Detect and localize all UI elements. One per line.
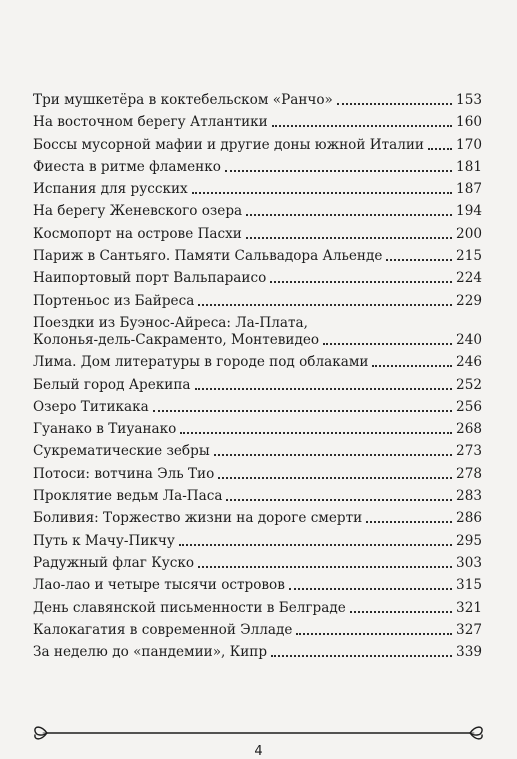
toc-entry xyxy=(33,377,482,394)
toc-entry xyxy=(33,421,482,438)
toc-entry xyxy=(33,181,482,198)
toc-entry-page: 286 xyxy=(456,510,482,527)
toc-entry-page: 327 xyxy=(456,621,482,638)
toc-entry-title-line: Колонья-дель-Сакраменто, Монтевидео xyxy=(33,331,320,348)
toc-entry-title: Проклятие ведьм Ла-Паса xyxy=(33,488,223,505)
toc-entry-title: Потоси: вотчина Эль Тио xyxy=(33,465,215,482)
toc-entry-title: Портеньос из Байреса xyxy=(33,292,195,309)
toc-entry-title: Боливия: Торжество жизни на дороге смерти xyxy=(33,510,363,527)
toc-entry-title: За неделю до «пандемии», Кипр xyxy=(33,644,268,661)
toc-entry xyxy=(33,293,482,310)
toc-entry-title: На восточном берегу Атлантики xyxy=(33,114,268,131)
dot-leader xyxy=(198,304,452,306)
dot-leader xyxy=(153,410,452,412)
table-of-contents xyxy=(33,92,482,666)
dot-leader xyxy=(323,343,452,345)
dot-leader xyxy=(246,214,452,216)
toc-entry xyxy=(33,600,482,617)
toc-entry xyxy=(33,137,482,154)
toc-entry-title: Озеро Титикака xyxy=(33,398,149,415)
toc-entry-title: Три мушкетёра в коктебельском «Ранчо» xyxy=(33,92,333,108)
toc-entry xyxy=(33,510,482,527)
toc-entry-page: 229 xyxy=(456,292,482,309)
toc-entry-title: Гуанако в Тиуанако xyxy=(33,421,177,438)
toc-entry xyxy=(33,203,482,220)
toc-entry-title: Белый город Арекипа xyxy=(33,376,191,393)
dot-leader xyxy=(214,454,452,456)
toc-entry-title: Лао-лао и четыре тысячи островов xyxy=(33,577,285,594)
dot-leader xyxy=(366,521,452,523)
toc-entry-title: Сукрематические зебры xyxy=(33,443,210,460)
toc-entry-page: 181 xyxy=(456,158,482,175)
toc-entry xyxy=(33,226,482,243)
toc-entry-page: 160 xyxy=(456,114,482,131)
toc-entry xyxy=(33,555,482,572)
toc-entry-page: 256 xyxy=(456,398,482,415)
toc-entry xyxy=(33,577,482,594)
toc-entry-page: 321 xyxy=(456,599,482,616)
toc-entry xyxy=(33,622,482,639)
toc-entry xyxy=(33,466,482,483)
dot-leader xyxy=(350,611,452,613)
toc-entry-page: 252 xyxy=(456,376,482,393)
toc-entry-title: Калокагатия в современной Элладе xyxy=(33,621,293,638)
toc-entry-page: 283 xyxy=(456,488,482,505)
toc-entry xyxy=(33,533,482,550)
toc-entry xyxy=(33,159,482,176)
toc-entry-page: 153 xyxy=(456,92,482,108)
dot-leader xyxy=(225,170,452,172)
toc-entry-title: Радужный флаг Куско xyxy=(33,554,195,571)
toc-entry-title: Париж в Сантьяго. Памяти Сальвадора Альенде xyxy=(33,248,383,265)
dot-leader xyxy=(372,365,452,367)
toc-entry xyxy=(33,443,482,460)
dot-leader xyxy=(246,237,452,239)
toc-entry-title: Фиеста в ритме фламенко xyxy=(33,158,221,175)
toc-entry-page: 295 xyxy=(456,532,482,549)
dot-leader xyxy=(226,499,452,501)
toc-entry-title: Боссы мусорной мафии и другие доны южной Италии xyxy=(33,136,424,153)
toc-entry xyxy=(33,270,482,287)
dot-leader xyxy=(386,259,452,261)
dot-leader xyxy=(218,477,452,479)
page-number: 4 xyxy=(254,744,263,759)
toc-entry-page: 187 xyxy=(456,181,482,198)
decorative-rule-ornament-icon xyxy=(33,722,484,744)
toc-entry-page: 200 xyxy=(456,225,482,242)
toc-entry-title: День славянской письменности в Белграде xyxy=(33,599,346,616)
toc-entry xyxy=(33,248,482,265)
toc-entry-title: Наипортовый порт Вальпараисо xyxy=(33,270,267,287)
toc-entry xyxy=(33,399,482,416)
dot-leader xyxy=(198,566,452,568)
toc-entry-title: Испания для русских xyxy=(33,181,188,198)
toc-entry-page: 215 xyxy=(456,248,482,265)
toc-entry xyxy=(33,354,482,371)
dot-leader xyxy=(195,388,452,390)
toc-entry xyxy=(33,114,482,131)
dot-leader xyxy=(270,281,452,283)
toc-entry-page: 278 xyxy=(456,465,482,482)
toc-entry-page: 273 xyxy=(456,443,482,460)
dot-leader xyxy=(337,103,452,105)
toc-entry-title: На берегу Женевского озера xyxy=(33,203,243,220)
toc-entry-page: 224 xyxy=(456,270,482,287)
toc-entry-page: 170 xyxy=(456,136,482,153)
toc-entry-page: 339 xyxy=(456,644,482,661)
dot-leader xyxy=(296,633,452,635)
toc-entry-title: Путь к Мачу-Пикчу xyxy=(33,532,175,549)
toc-entry xyxy=(33,92,482,109)
toc-entry-page: 240 xyxy=(456,331,482,348)
toc-entry-page: 194 xyxy=(456,203,482,220)
toc-entry xyxy=(33,315,482,349)
dot-leader xyxy=(180,432,452,434)
toc-entry xyxy=(33,644,482,661)
toc-entry xyxy=(33,488,482,505)
toc-entry-page: 315 xyxy=(456,577,482,594)
toc-entry-title-line: Поездки из Буэнос-Айреса: Ла-Плата, xyxy=(33,314,308,331)
dot-leader xyxy=(428,148,452,150)
dot-leader xyxy=(272,125,452,127)
toc-entry-page: 303 xyxy=(456,554,482,571)
toc-entry-title xyxy=(33,315,323,349)
toc-entry-title: Космопорт на острове Пасхи xyxy=(33,225,242,242)
dot-leader xyxy=(271,655,452,657)
dot-leader xyxy=(289,588,452,590)
toc-entry-title: Лима. Дом литературы в городе под облаками xyxy=(33,354,369,371)
dot-leader xyxy=(179,544,452,546)
toc-entry-page: 268 xyxy=(456,421,482,438)
dot-leader xyxy=(192,192,452,194)
toc-entry-page: 246 xyxy=(456,354,482,371)
